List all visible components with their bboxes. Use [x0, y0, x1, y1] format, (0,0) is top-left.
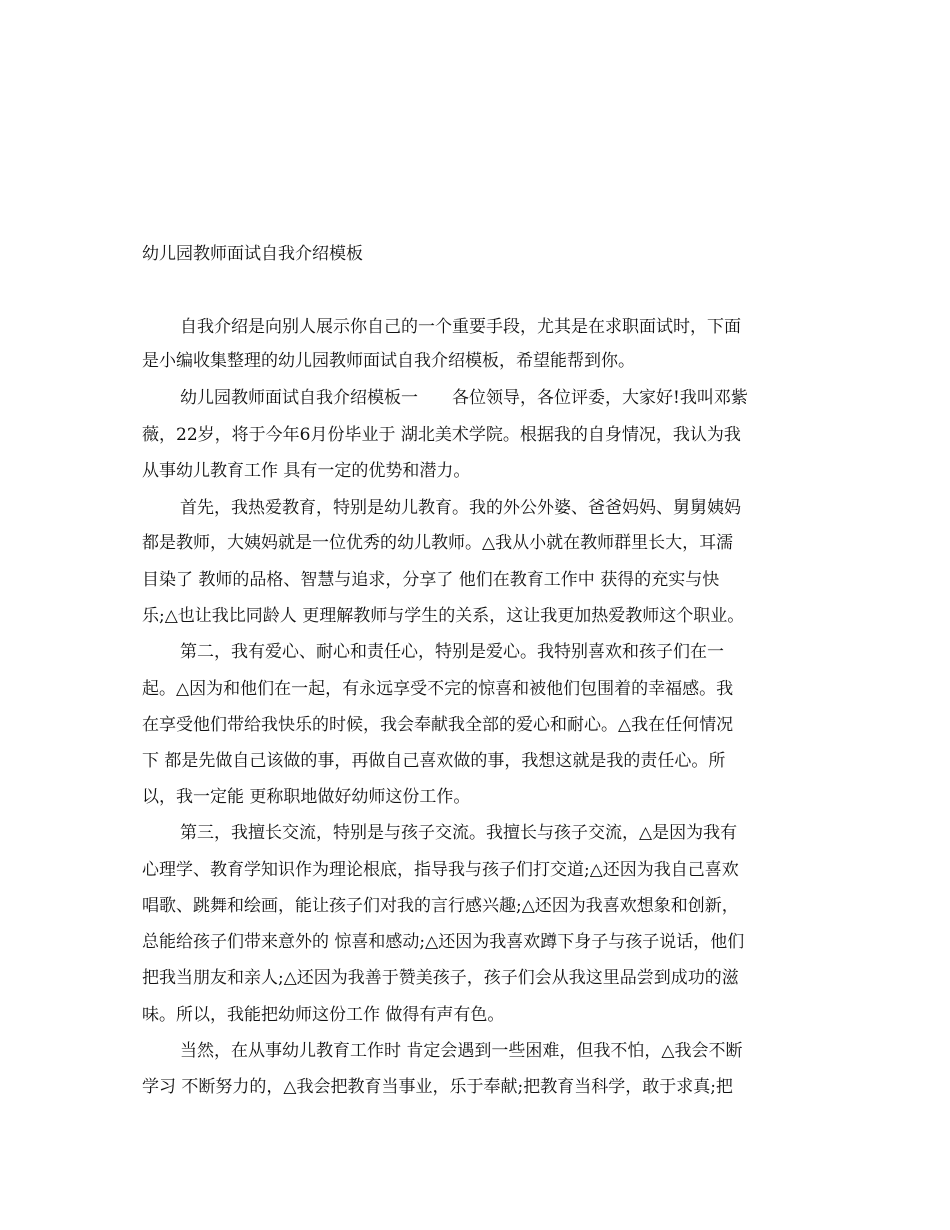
paragraph-line: 第二，我有爱心、耐心和责任心，特别是爱心。我特别喜欢和孩子们在一 [180, 642, 724, 662]
paragraph-line: 自我介绍是向别人展示你自己的一个重要手段，尤其是在求职面试时，下面 [180, 317, 741, 337]
paragraph-line: 下 都是先做自己该做的事，再做自己喜欢做的事，我想这就是我的责任心。所 [142, 751, 726, 771]
paragraph-line: 在享受他们带给我快乐的时候，我会奉献我全部的爱心和耐心。△我在任何情况 [142, 715, 734, 735]
paragraph-line: 把我当朋友和亲人;△还因为我善于赞美孩子，孩子们会从我这里品尝到成功的滋 [142, 968, 739, 988]
paragraph-line: 学习 不断努力的，△我会把教育当事业，乐于奉献;把教育当科学，敢于求真;把 [142, 1077, 733, 1097]
paragraph-line: 起。△因为和他们在一起，有永远享受不完的惊喜和被他们包围着的幸福感。我 [142, 679, 734, 699]
paragraph-line: 都是教师，大姨妈就是一位优秀的幼儿教师。△我从小就在教师群里长大，耳濡 [142, 533, 734, 553]
paragraph-line: 首先，我热爱教育，特别是幼儿教育。我的外公外婆、爸爸妈妈、舅舅姨妈 [180, 498, 741, 518]
paragraph-line: 是小编收集整理的幼儿园教师面试自我介绍模板，希望能帮到你。 [142, 351, 635, 371]
paragraph-line: 当然，在从事幼儿教育工作时 肯定会遇到一些困难，但我不怕，△我会不断 [180, 1041, 743, 1061]
paragraph-line: 乐;△也让我比同龄人 更理解教师与学生的关系，这让我更加热爱教师这个职业。 [142, 606, 745, 626]
paragraph-line: 从事幼儿教育工作 具有一定的优势和潜力。 [142, 461, 471, 481]
paragraph-line: 以，我一定能 更称职地做好幼师这份工作。 [142, 787, 471, 807]
paragraph-line: 唱歌、跳舞和绘画，能让孩子们对我的言行感兴趣;△还因为我喜欢想象和创新， [142, 896, 739, 916]
paragraph-line: 幼儿园教师面试自我介绍模板一 各位领导，各位评委，大家好!我叫邓紫 [180, 388, 748, 408]
paragraph-line: 薇，22岁，将于今年6月份毕业于 湖北美术学院。根据我的自身情况，我认为我 [142, 425, 741, 445]
paragraph-line: 目染了 教师的品格、智慧与追求，分享了 他们在教育工作中 获得的充实与快 [142, 570, 720, 590]
paragraph-line: 总能给孩子们带来意外的 惊喜和感动;△还因为我喜欢蹲下身子与孩子说话，他们 [142, 932, 745, 952]
paragraph-line: 第三，我擅长交流，特别是与孩子交流。我擅长与孩子交流，△是因为我有 [180, 823, 738, 843]
document-title: 幼儿园教师面试自我介绍模板 [142, 244, 363, 264]
paragraph-line: 味。所以，我能把幼师这份工作 做得有声有色。 [142, 1005, 505, 1025]
paragraph-line: 心理学、教育学知识作为理论根底，指导我与孩子们打交道;△还因为我自己喜欢 [142, 860, 739, 880]
